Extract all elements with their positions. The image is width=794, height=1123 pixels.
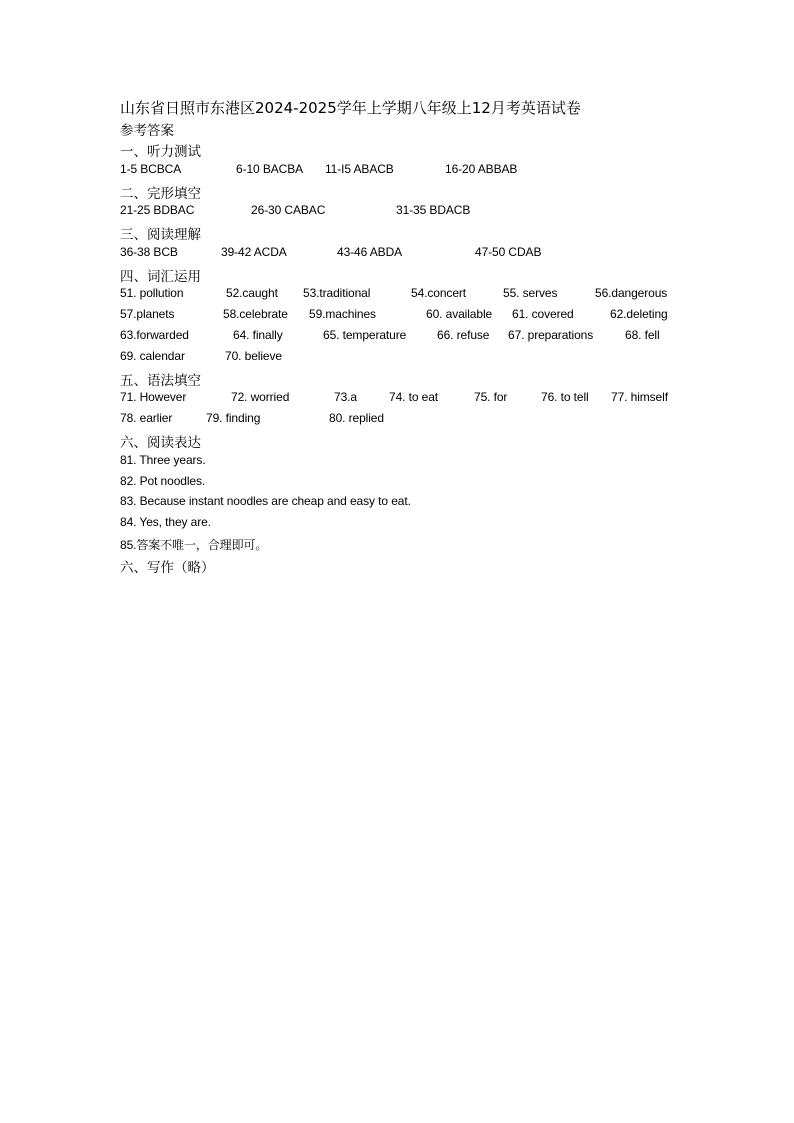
answer-item: 54.concert [411,286,467,300]
expression-answer: 83. Because instant noodles are cheap and easy to eat. [120,494,411,508]
answer-item: 1-5 BCBCA [120,162,182,176]
page-title: 山东省日照市东港区2024-2025学年上学期八年级上12月考英语试卷 [120,99,581,117]
answer-item: 16-20 ABBAB [445,162,518,176]
answer-item: 80. replied [329,411,384,425]
answer-item: 72. worried [231,390,290,404]
vocabulary-row [120,349,690,369]
answer-item: 55. serves [503,286,558,300]
answer-item: 71. However [120,390,187,404]
vocabulary-row [120,328,690,348]
answer-item: 73.a [334,390,357,404]
answer-item: 53.traditional [303,286,371,300]
answer-item: 70. believe [225,349,282,363]
answer-item: 61. covered [512,307,574,321]
answer-item: 65. temperature [323,328,407,342]
grammar-row [120,390,690,410]
answer-item: 75. for [474,390,508,404]
heading-expression: 六、阅读表达 [120,435,201,451]
answer-item: 66. refuse [437,328,490,342]
answer-item: 69. calendar [120,349,185,363]
answer-item: 77. himself [611,390,668,404]
expression-answer: 85.答案不唯一，合理即可。 [120,538,268,552]
heading-listening: 一、听力测试 [120,144,201,160]
answer-item: 67. preparations [508,328,594,342]
heading-vocabulary: 四、词汇运用 [120,269,201,285]
answer-item: 79. finding [206,411,261,425]
heading-writing: 六、写作（略） [120,560,215,576]
reading-answers [120,245,690,265]
answer-item: 60. available [426,307,493,321]
answer-item: 78. earlier [120,411,173,425]
answer-item: 26-30 CABAC [251,203,326,217]
answer-item: 63.forwarded [120,328,189,342]
answer-item: 51. pollution [120,286,184,300]
answer-item: 6-10 BACBA [236,162,304,176]
heading-reference: 参考答案 [120,123,174,139]
answer-item: 43-46 ABDA [337,245,403,259]
cloze-answers [120,203,690,223]
vocabulary-row [120,307,690,327]
answer-item: 59.machines [309,307,376,321]
answer-item: 58.celebrate [223,307,288,321]
answer-item: 39-42 ACDA [221,245,287,259]
heading-grammar: 五、语法填空 [120,373,201,389]
answer-item: 56.dangerous [595,286,668,300]
answer-item: 74. to eat [389,390,439,404]
expression-answer: 81. Three years. [120,453,206,467]
heading-cloze: 二、完形填空 [120,186,201,202]
answer-item: 31-35 BDACB [396,203,471,217]
heading-reading: 三、阅读理解 [120,227,201,243]
answer-item: 68. fell [625,328,660,342]
grammar-row [120,411,690,431]
answer-item: 64. finally [233,328,283,342]
answer-item: 52.caught [226,286,278,300]
answer-item: 57.planets [120,307,175,321]
answer-item: 47-50 CDAB [475,245,542,259]
answer-item: 11-I5 ABACB [325,162,394,176]
vocabulary-row [120,286,690,306]
answer-item: 36-38 BCB [120,245,178,259]
answer-item: 62.deleting [610,307,668,321]
listening-answers [120,162,690,182]
expression-answer: 84. Yes, they are. [120,515,211,529]
expression-answer: 82. Pot noodles. [120,474,206,488]
answer-item: 21-25 BDBAC [120,203,195,217]
answer-item: 76. to tell [541,390,589,404]
